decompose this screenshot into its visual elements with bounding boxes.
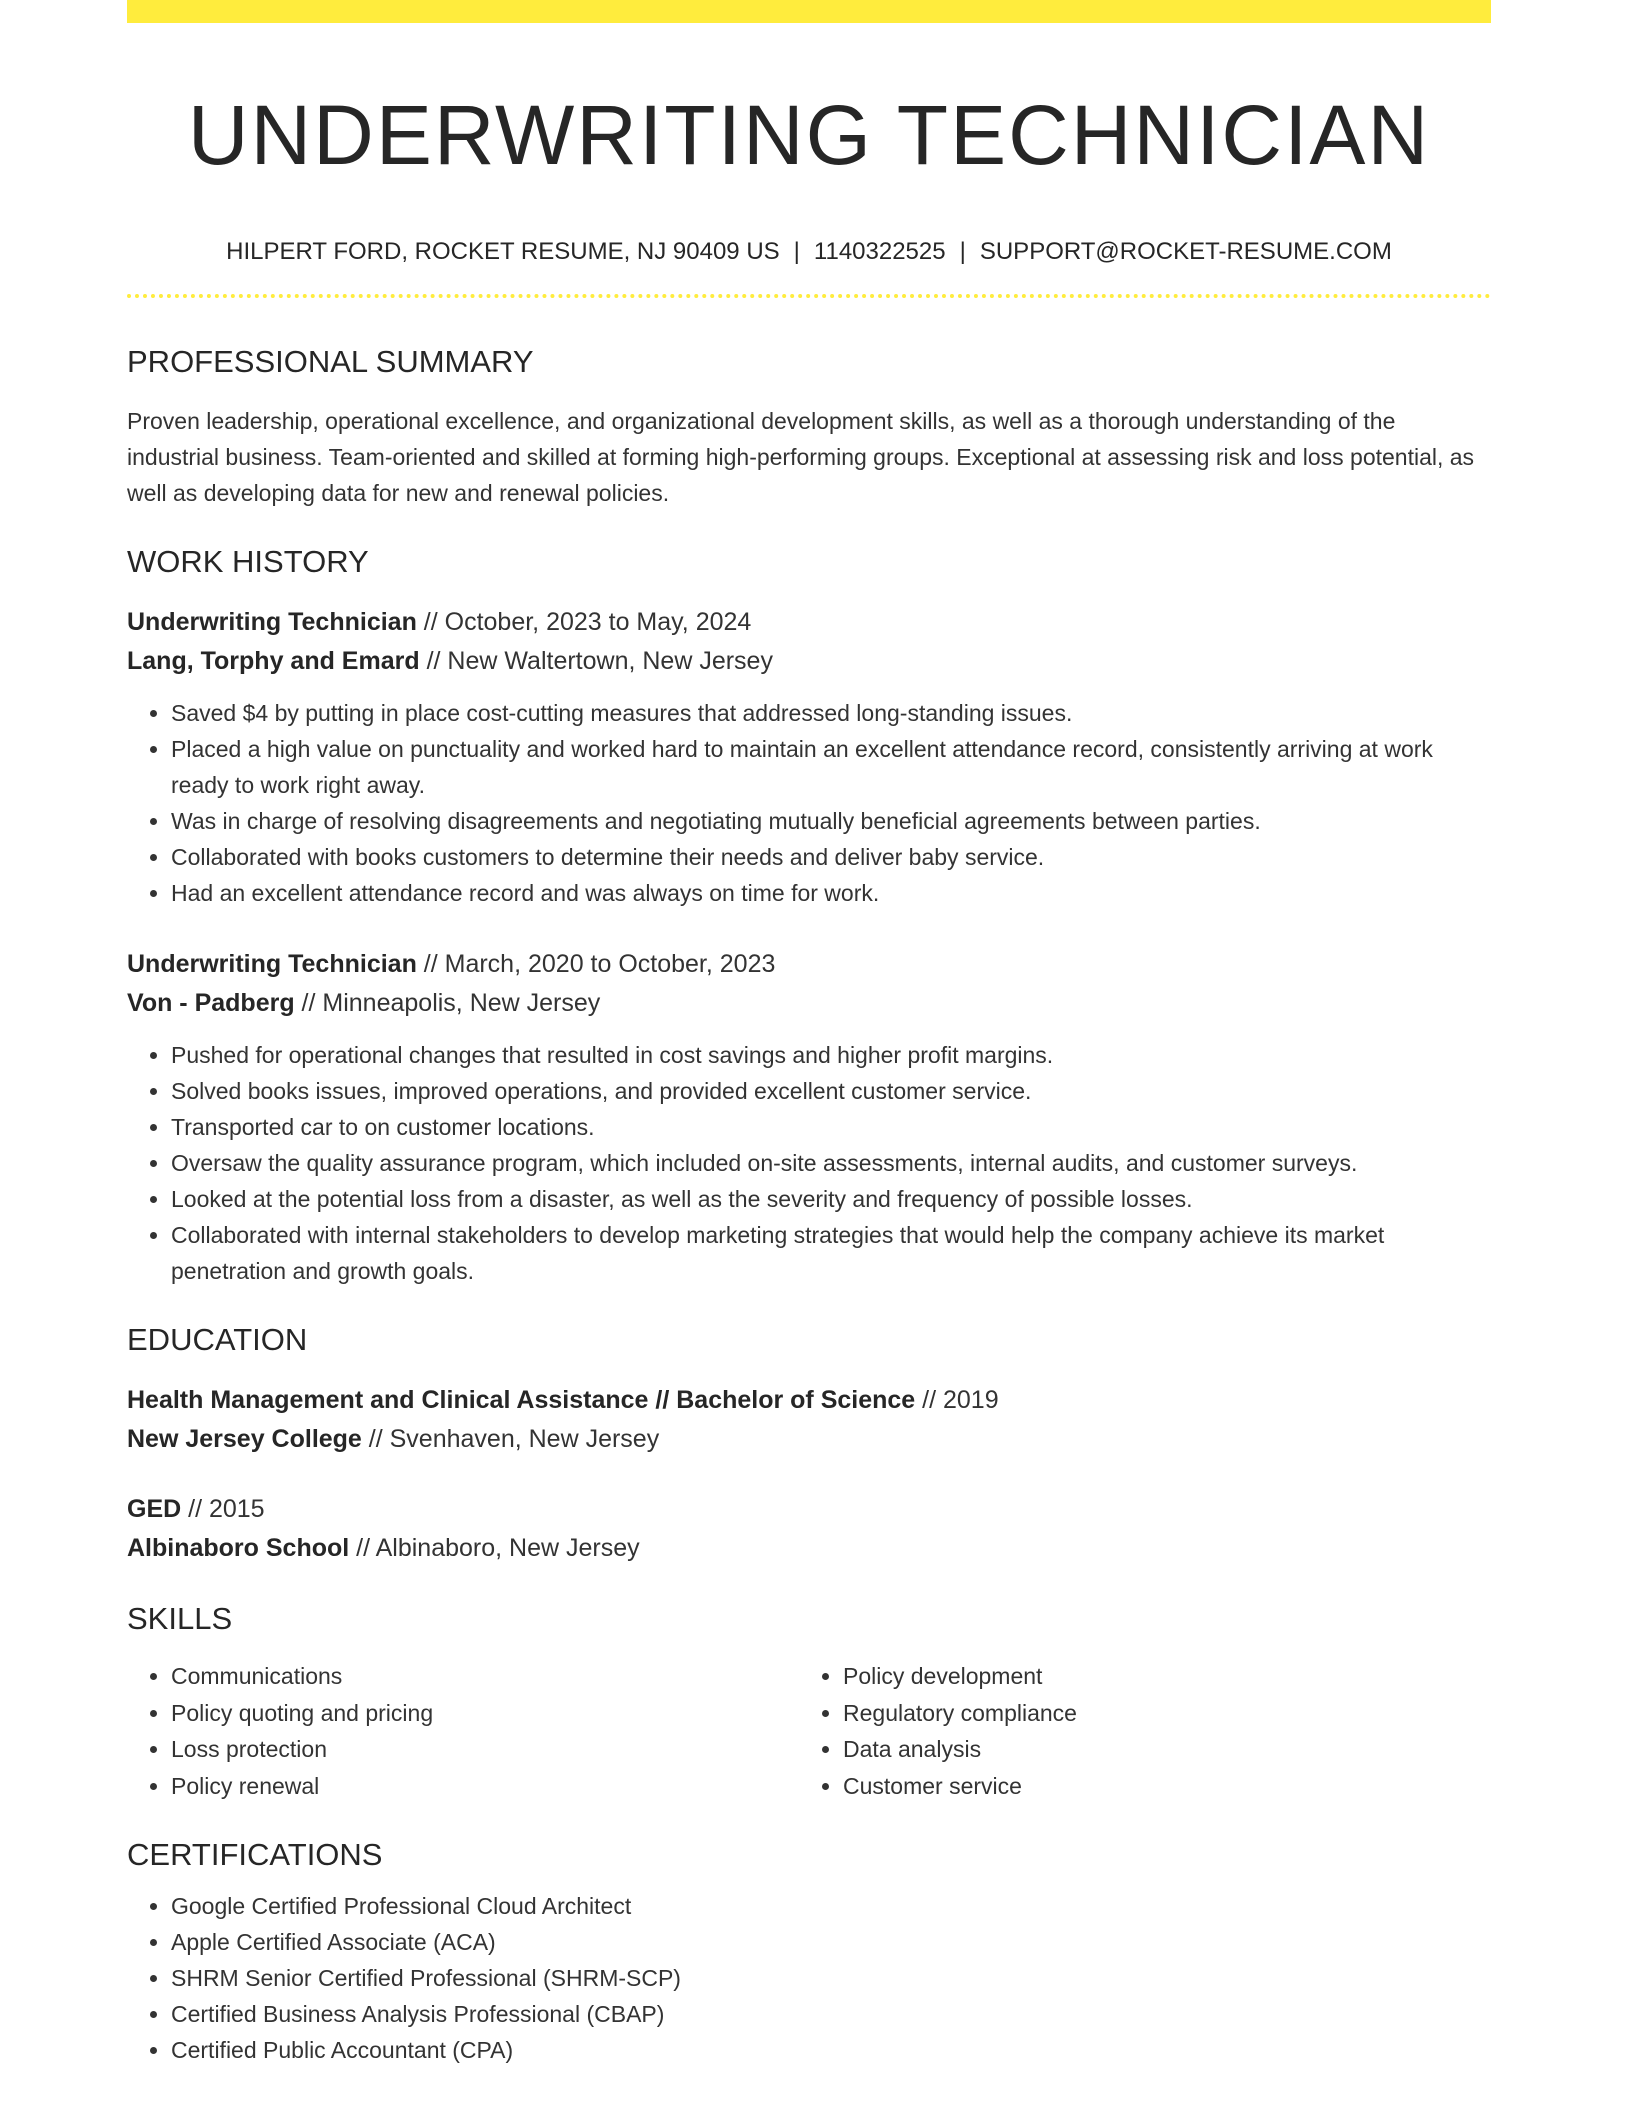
job-bullets <box>127 1037 1491 1289</box>
skill-item: • Policy development <box>843 1658 1471 1695</box>
job-bullet: • Looked at the potential loss from a disaster, as well as the severity and frequency of possible losses. <box>171 1181 1491 1217</box>
certifications-list <box>127 1888 1491 2068</box>
accent-bar <box>127 0 1491 23</box>
contact-phone: 1140322525 <box>813 238 946 265</box>
skill-item: • Communications <box>171 1658 799 1695</box>
education-school: Albinaboro School <box>127 1534 350 1562</box>
contact-line <box>127 237 1491 267</box>
job-location: // Minneapolis, New Jersey <box>294 989 601 1017</box>
certification-item: • SHRM Senior Certified Professional (SHRM-SCP) <box>171 1960 1491 1996</box>
job-dates: // March, 2020 to October, 2023 <box>416 950 776 978</box>
job-dates: // October, 2023 to May, 2024 <box>416 608 752 636</box>
skills-list-right <box>799 1658 1471 1804</box>
education-degree: GED <box>127 1495 182 1523</box>
job-bullet: • Oversaw the quality assurance program, which included on-site assessments, internal audits, and customer surveys. <box>171 1145 1491 1181</box>
education-school-line <box>127 1529 1491 1568</box>
education-heading: EDUCATION <box>127 1322 308 1357</box>
job-title: Underwriting Technician <box>127 608 417 636</box>
education-degree: Health Management and Clinical Assistance // Bachelor of Science <box>127 1386 916 1414</box>
job-bullets <box>127 695 1491 911</box>
education-year: // 2015 <box>181 1495 265 1523</box>
education-degree-line <box>127 1381 1491 1420</box>
work-history-heading: WORK HISTORY <box>127 544 369 579</box>
certification-item: • Apple Certified Associate (ACA) <box>171 1924 1491 1960</box>
certifications-heading: CERTIFICATIONS <box>127 1837 383 1872</box>
job-bullet: • Collaborated with books customers to determine their needs and deliver baby service. <box>171 839 1491 875</box>
job-title: Underwriting Technician <box>127 950 417 978</box>
contact-address: HILPERT FORD, ROCKET RESUME, NJ 90409 US <box>226 238 780 265</box>
job-bullet: • Was in charge of resolving disagreements and negotiating mutually beneficial agreements between parties. <box>171 803 1491 839</box>
education-location: // Svenhaven, New Jersey <box>361 1425 660 1453</box>
job-entry <box>127 945 1491 1289</box>
skill-item: • Policy renewal <box>171 1768 799 1805</box>
skill-item: • Customer service <box>843 1768 1471 1805</box>
education-school-line <box>127 1420 1491 1459</box>
summary-text: Proven leadership, operational excellence, and organizational development skills, as well as a thorough understanding of the industrial business. Team-oriented and skilled at forming high-performing groups. Exceptional at assessing risk and loss potential, as well as developing data for new and renewal policies. <box>127 408 1475 506</box>
skill-item: • Policy quoting and pricing <box>171 1695 799 1732</box>
job-company-line <box>127 642 1491 681</box>
contact-separator: | <box>959 238 966 265</box>
education-location: // Albinaboro, New Jersey <box>349 1534 640 1562</box>
summary-heading: PROFESSIONAL SUMMARY <box>127 344 534 379</box>
certification-item: • Certified Public Accountant (CPA) <box>171 2032 1491 2068</box>
job-entry <box>127 603 1491 911</box>
resume-page <box>127 0 1491 2068</box>
skills-list-left <box>127 1658 799 1804</box>
certification-item: • Certified Business Analysis Professional (CBAP) <box>171 1996 1491 2032</box>
education-year: // 2019 <box>915 1386 999 1414</box>
job-bullet: • Placed a high value on punctuality and worked hard to maintain an excellent attendance record, consistently arriving at work ready to work right away. <box>171 731 1491 803</box>
education-degree-line <box>127 1490 1491 1529</box>
resume-title: UNDERWRITING TECHNICIAN <box>187 88 1431 182</box>
job-company: Lang, Torphy and Emard <box>127 647 420 675</box>
skills-heading: SKILLS <box>127 1601 233 1636</box>
job-location: // New Waltertown, New Jersey <box>419 647 773 675</box>
dotted-divider <box>127 294 1491 298</box>
job-bullet: • Transported car to on customer locations. <box>171 1109 1491 1145</box>
skill-item: • Data analysis <box>843 1731 1471 1768</box>
skill-item: • Loss protection <box>171 1731 799 1768</box>
job-bullet: • Had an excellent attendance record and was always on time for work. <box>171 875 1491 911</box>
job-title-line <box>127 945 1491 984</box>
skill-item: • Regulatory compliance <box>843 1695 1471 1732</box>
job-bullet: • Saved $4 by putting in place cost-cutting measures that addressed long-standing issues. <box>171 695 1491 731</box>
job-bullet: • Solved books issues, improved operations, and provided excellent customer service. <box>171 1073 1491 1109</box>
job-bullet: • Pushed for operational changes that resulted in cost savings and higher profit margins. <box>171 1037 1491 1073</box>
job-title-line <box>127 603 1491 642</box>
job-company: Von - Padberg <box>127 989 295 1017</box>
job-bullet: • Collaborated with internal stakeholders to develop marketing strategies that would help the company achieve its market penetration and growth goals. <box>171 1217 1491 1289</box>
education-entry <box>127 1490 1491 1568</box>
education-entry <box>127 1381 1491 1459</box>
contact-separator: | <box>793 238 800 265</box>
certification-item: • Google Certified Professional Cloud Architect <box>171 1888 1491 1924</box>
job-company-line <box>127 984 1491 1023</box>
education-school: New Jersey College <box>127 1425 362 1453</box>
skills-columns <box>127 1658 1491 1804</box>
contact-email: SUPPORT@ROCKET-RESUME.COM <box>979 238 1392 265</box>
